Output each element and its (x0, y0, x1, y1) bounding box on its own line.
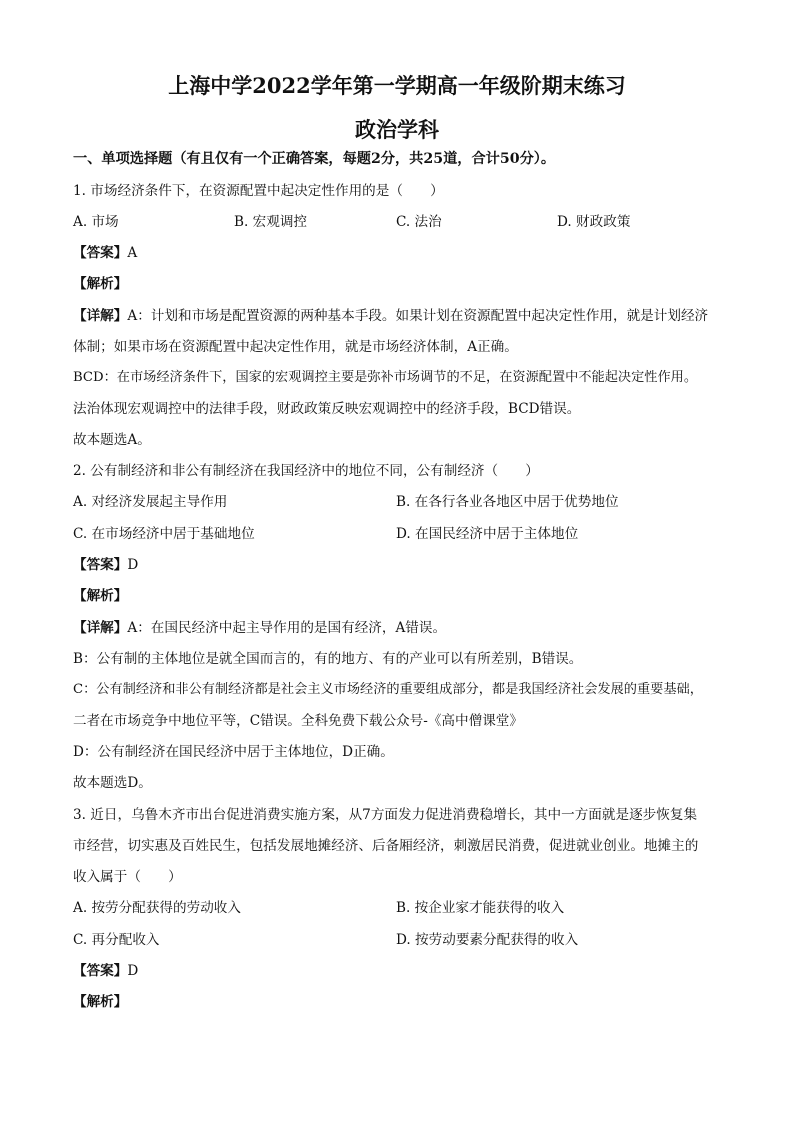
answer-label: 【答案】 (73, 557, 128, 573)
q2-option-b: B. 在各行各业各地区中居于优势地位 (396, 494, 619, 510)
q3-stem-line: 收入属于（ ） (73, 869, 182, 885)
q1-answer-row (73, 243, 137, 263)
q2-option-c: C. 在市场经济中居于基础地位 (73, 526, 255, 542)
q3-stem-line: 市经营，切实惠及百姓民生，包括发展地摊经济、后备厢经济，刺激居民消费，促进就业创业。地摊主的 (73, 838, 699, 854)
q3-analysis-row (73, 992, 127, 1012)
q1-option-c: C. 法治 (396, 214, 442, 230)
q1-conclusion: 故本题选A。 (73, 432, 151, 448)
q3-option-d: D. 按劳动要素分配获得的收入 (396, 932, 579, 948)
q1-analysis-row (73, 274, 127, 294)
q2-answer: D (127, 557, 139, 573)
q1-detail-line: 法治体现宏观调控中的法律手段，财政政策反映宏观调控中的经济手段，BCD错误。 (73, 401, 581, 417)
q2-detail-text: A：在国民经济中起主导作用的是国有经济，A错误。 (127, 620, 447, 636)
answer-label: 【答案】 (73, 963, 128, 979)
q1-detail-line (73, 306, 708, 326)
detail-label: 【详解】 (73, 620, 128, 636)
q3-option-c: C. 再分配收入 (73, 932, 160, 948)
analysis-label: 【解析】 (73, 994, 128, 1010)
q1-option-b: B. 宏观调控 (234, 214, 308, 230)
document-title: 上海中学2022学年第一学期高一年级阶期末练习 (168, 73, 626, 98)
q3-option-a: A. 按劳分配获得的劳动收入 (73, 900, 241, 916)
q2-detail-line: B：公有制的主体地位是就全国而言的，有的地方、有的产业可以有所差别，B错误。 (73, 651, 583, 667)
q2-answer-row (73, 555, 138, 575)
q3-answer-row (73, 961, 138, 981)
q1-detail-line: BCD：在市场经济条件下，国家的宏观调控主要是弥补市场调节的不足，在资源配置中不能起决定性作用。 (73, 370, 698, 385)
q1-detail-line: 体制；如果市场在资源配置中起决定性作用，就是市场经济体制，A正确。 (73, 339, 518, 355)
q3-answer: D (127, 963, 139, 979)
section-heading: 一、单项选择题（有且仅有一个正确答案，每题2分，共25道，合计50分）。 (73, 151, 556, 167)
document-subtitle: 政治学科 (355, 117, 439, 142)
q2-conclusion: 故本题选D。 (73, 775, 152, 791)
q2-analysis-row (73, 586, 127, 606)
answer-label: 【答案】 (73, 245, 128, 261)
detail-label: 【详解】 (73, 308, 128, 324)
q3-option-b: B. 按企业家才能获得的收入 (396, 900, 565, 916)
q1-option-d: D. 财政政策 (557, 214, 631, 230)
q1-option-a: A. 市场 (73, 214, 119, 230)
q2-detail-line (73, 618, 446, 638)
analysis-label: 【解析】 (73, 588, 128, 604)
q1-detail-text: A：计划和市场是配置资源的两种基本手段。如果计划在资源配置中起决定性作用，就是计划经济 (127, 308, 709, 324)
q1-stem: 1. 市场经济条件下，在资源配置中起决定性作用的是（ ） (73, 183, 444, 199)
q2-option-a: A. 对经济发展起主导作用 (73, 494, 228, 510)
q2-stem: 2. 公有制经济和非公有制经济在我国经济中的地位不同，公有制经济（ ） (73, 463, 539, 479)
q3-stem-line: 3. 近日，乌鲁木齐市出台促进消费实施方案，从7方面发力促进消费稳增长，其中一方面就是逐步恢复集 (73, 807, 698, 823)
q2-detail-line: C：公有制经济和非公有制经济都是社会主义市场经济的重要组成部分，都是我国经济社会发展的重要基础， (73, 682, 703, 697)
analysis-label: 【解析】 (73, 276, 128, 292)
q2-detail-line: D：公有制经济在国民经济中居于主体地位，D正确。 (73, 744, 394, 760)
q1-answer: A (127, 245, 138, 261)
q2-detail-line: 二者在市场竞争中地位平等，C错误。全科免费下载公众号-《高中僧课堂》 (73, 713, 523, 729)
q2-option-d: D. 在国民经济中居于主体地位 (396, 526, 579, 542)
